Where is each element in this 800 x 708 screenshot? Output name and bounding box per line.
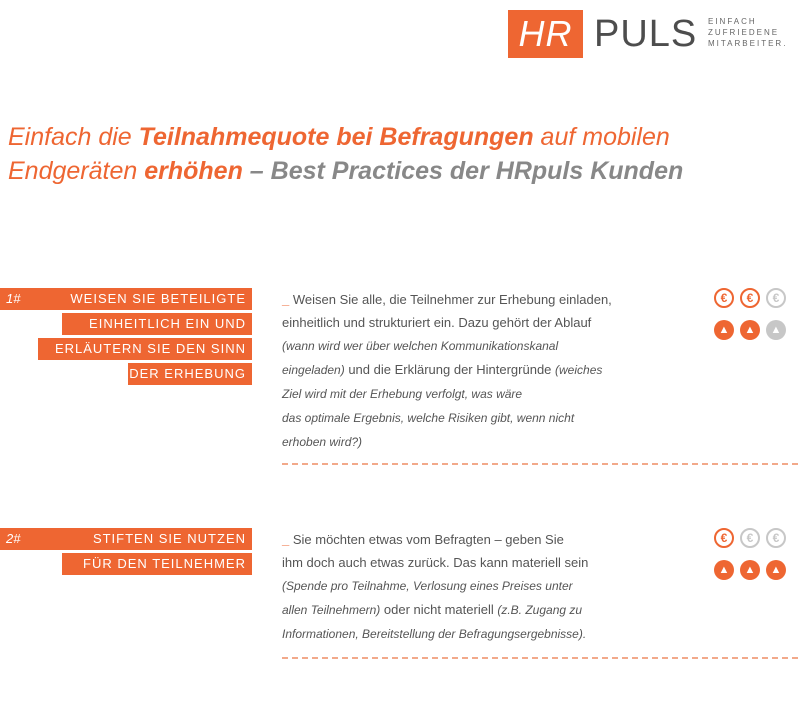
rating-icons [714,288,796,352]
body-text: erhoben wird?) [282,435,363,449]
logo-name: PULS [594,13,698,55]
headline-text: Endgeräten [8,157,145,185]
page-headline [8,120,798,188]
body-text: eingeladen) [282,363,345,377]
section-body [282,288,694,454]
euro-icon: € [740,288,760,308]
body-text: einheitlich und strukturiert ein. Dazu gehört der Ablauf [282,315,592,330]
body-line [282,430,694,454]
thumbs-up-icon: ▲ [766,320,786,340]
section-label [0,528,252,578]
euro-icon: € [714,528,734,548]
section-label-line [0,313,252,336]
section-divider [282,657,798,659]
section-label-line [0,363,252,386]
body-text: oder nicht materiell [380,602,498,617]
rating-icons [714,528,796,592]
headline-text: auf mobilen [533,123,670,151]
section-body [282,528,694,646]
body-text: _ [282,292,293,307]
body-line [282,528,694,551]
euro-icon: € [766,288,786,308]
body-text: Informationen, Bereitstellung der Befragungsergebnisse). [282,627,587,641]
thumbs-up-icon: ▲ [740,320,760,340]
euro-icon: € [766,528,786,548]
body-line [282,358,694,382]
body-text: und die Erklärung der Hintergründe [344,362,556,377]
body-line [282,334,694,358]
body-text: (weiches [555,363,603,377]
cost-rating [714,528,796,550]
logo-mark: HR [508,10,583,58]
section-number: 2# [6,531,21,546]
euro-icon: € [714,288,734,308]
section-divider [282,463,798,465]
section-label-line [0,338,252,361]
headline-text: – Best Practices der HRpuls Kunden [242,157,684,185]
section-label-line [0,553,252,576]
body-line [282,574,694,598]
section-label-text: EINHEITLICH EIN UND [89,316,246,331]
body-line [282,551,694,574]
headline-text: erhöhen [144,157,243,185]
thumbs-up-icon: ▲ [714,320,734,340]
headline-line-2 [8,154,798,188]
body-text: (wann wird wer über welchen Kommunikationskanal [282,339,559,353]
body-line [282,288,694,311]
body-line [282,311,694,334]
thumbs-up-icon: ▲ [766,560,786,580]
section-label-line [0,288,252,311]
thumbs-up-icon: ▲ [714,560,734,580]
logo-tagline: EINFACH ZUFRIEDENE MITARBEITER. [708,17,788,48]
effect-rating [714,320,796,342]
body-text: Sie möchten etwas vom Befragten – geben Sie [292,532,564,547]
body-line [282,622,694,646]
section-label-text: DER ERHEBUNG [129,366,246,381]
headline-text: Teilnahmequote bei Befragungen [138,123,534,151]
body-text: ihm doch auch etwas zurück. Das kann materiell sein [282,555,589,570]
euro-icon: € [740,528,760,548]
section-label-text: FÜR DEN TEILNEHMER [83,556,246,571]
section-label-text: ERLÄUTERN SIE DEN SINN [54,341,246,356]
section-label-text: WEISEN SIE BETEILIGTE [70,291,246,306]
body-text: (Spende pro Teilnahme, Verlosung eines Preises unter [282,579,573,593]
body-line [282,382,694,406]
section-number: 1# [6,291,21,306]
section-label-line [0,528,252,551]
headline-line-1 [8,120,798,154]
body-text: Ziel wird mit der Erhebung verfolgt, was wäre [282,387,523,401]
body-text: das optimale Ergebnis, welche Risiken gibt, wenn nicht [282,411,575,425]
body-text: _ [282,532,293,547]
body-line [282,406,694,430]
effect-rating [714,560,796,582]
body-text: Weisen Sie alle, die Teilnehmer zur Erhebung einladen, [292,292,612,307]
body-line [282,598,694,622]
section-label [0,288,252,388]
body-text: (z.B. Zugang zu [497,603,583,617]
cost-rating [714,288,796,310]
section-label-text: STIFTEN SIE NUTZEN [92,531,246,546]
body-text: allen Teilnehmern) [282,603,381,617]
headline-text: Einfach die [8,123,139,151]
thumbs-up-icon: ▲ [740,560,760,580]
